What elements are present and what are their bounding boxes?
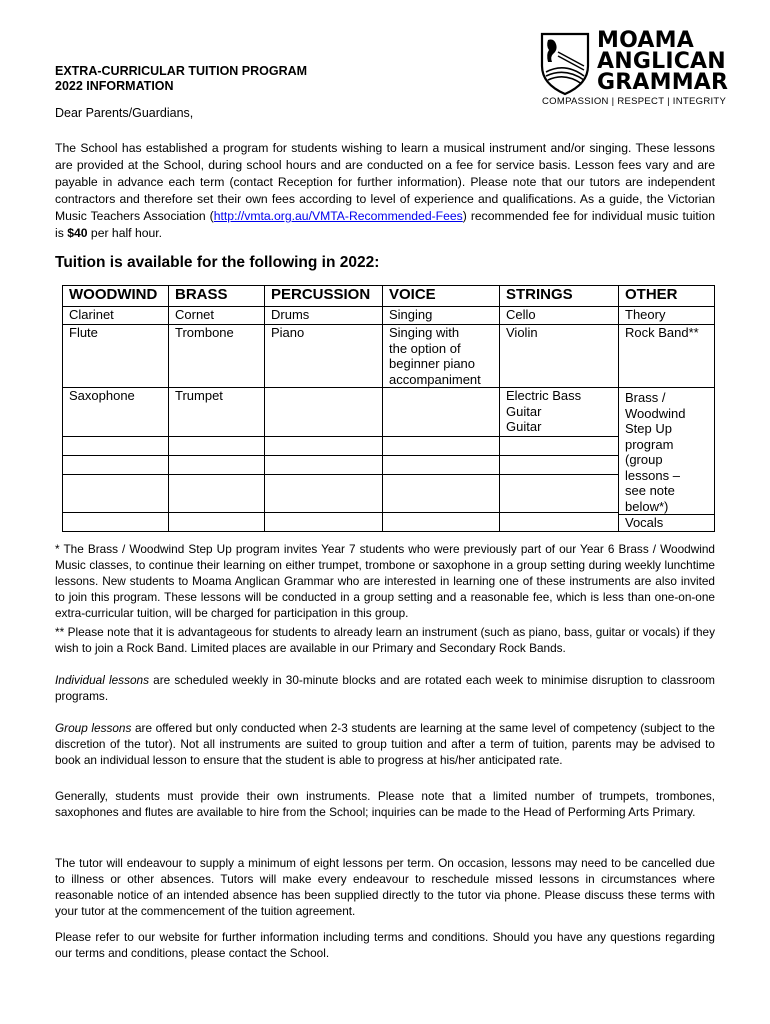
vmta-link[interactable]: http://vmta.org.au/VMTA-Recommended-Fees <box>213 209 463 223</box>
table-row <box>63 325 715 388</box>
group-text: are offered but only conducted when 2-3 students are learning at the same level of competency (subject to the discretion of the tutor). Not all instruments are suited to group tuition and after a term of tuition, parents may be advised to book an individual lesson to ensure that the student is able to progress at his/her anticipated rate. <box>55 721 715 767</box>
table-cell <box>383 512 500 531</box>
note-rock-band: ** Please note that it is advantageous for students to already learn an instrument (such as piano, bass, guitar or vocals) if they wish to join a Rock Band. Limited places are available in our Primary and Secondary Rock Bands. <box>55 625 715 655</box>
other-line: Brass / <box>625 390 666 405</box>
note-step-up: * The Brass / Woodwind Step Up program invites Year 7 students who were previously part of our Year 6 Brass / Woodwind Music classes, to continue their learning on either trumpet, trombone or saxophone in a group setting during weekly lunchtime lessons. New students to Moama Anglican Grammar who are interested in learning one of these instruments are also invited to join this program. These lessons will be conducted in a group setting and a reasonable fee, which is less than one-on-one extra-curricular tuition, will be charged for participation in this group. <box>55 542 715 620</box>
table-cell <box>383 388 500 437</box>
document-title <box>55 64 307 94</box>
intro-paragraph <box>55 140 715 242</box>
table-cell: Violin <box>500 325 619 388</box>
other-line: below*) <box>625 498 669 514</box>
table-cell <box>63 474 169 512</box>
voice-line: Singing with <box>389 325 460 340</box>
tuition-heading: Tuition is available for the following in 2022: <box>55 254 380 271</box>
intro-text-end: per half hour. <box>87 226 163 240</box>
other-line: see note <box>625 483 675 498</box>
voice-line: the option of <box>389 340 461 356</box>
table-cell <box>500 388 619 437</box>
table-cell <box>63 456 169 475</box>
header-percussion: PERCUSSION <box>265 286 383 307</box>
table-row <box>63 388 715 437</box>
note-group-lessons <box>55 720 715 768</box>
table-cell: Saxophone <box>63 388 169 437</box>
logo-wordmark <box>597 30 728 93</box>
logo-tagline: COMPASSION | RESPECT | INTEGRITY <box>542 96 727 107</box>
table-cell <box>383 456 500 475</box>
other-line: lessons – <box>625 467 680 483</box>
table-cell: Trumpet <box>169 388 265 437</box>
table-cell <box>383 325 500 388</box>
table-cell <box>169 436 265 456</box>
table-cell <box>383 474 500 512</box>
table-header-row <box>63 286 715 307</box>
school-crest-icon <box>540 32 590 96</box>
table-row-empty <box>63 512 715 531</box>
note-tutor: The tutor will endeavour to supply a minimum of eight lessons per term. On occasion, lessons may need to be cancelled due to illness or other absences. Tutors will make every endeavour to reschedule missed lessons in circumstances where reasonable notice of an intended absence has been supplied directly to the tutor via phone. Please discuss these terms with your tutor at the commencement of the tuition agreement. <box>55 856 715 918</box>
note-website: Please refer to our website for further information including terms and conditions. Should you have any questions regarding our terms and conditions, please contact the School. <box>55 930 715 960</box>
logo-line-1: MOAMA <box>597 28 694 53</box>
table-cell: Cello <box>500 307 619 325</box>
header-brass: BRASS <box>169 286 265 307</box>
note-individual-lessons <box>55 672 715 704</box>
header-strings: STRINGS <box>500 286 619 307</box>
table-cell <box>265 512 383 531</box>
table-cell <box>500 436 619 456</box>
table-cell: Flute <box>63 325 169 388</box>
other-line: Vocals <box>619 514 714 531</box>
table-cell: Singing <box>383 307 500 325</box>
title-line-2: 2022 INFORMATION <box>55 79 174 93</box>
table-cell <box>265 456 383 475</box>
other-line: Woodwind <box>625 405 686 421</box>
tuition-table <box>62 285 715 532</box>
table-cell: Piano <box>265 325 383 388</box>
table-cell <box>383 436 500 456</box>
header-woodwind: WOODWIND <box>63 286 169 307</box>
other-line: (group <box>625 452 663 467</box>
table-cell: Clarinet <box>63 307 169 325</box>
logo-line-3: GRAMMAR <box>597 70 729 95</box>
table-cell <box>63 436 169 456</box>
greeting: Dear Parents/Guardians, <box>55 106 194 120</box>
intro-text: The School has established a program for students wishing to learn a musical instrument and/or singing. These lessons are provided at the School, during school hours and are conducted on a fee for service basis. Lesson fees vary and are payable in advance each term (contact Reception for further information). Please note that our tutors are independent contractors and therefore set their own fees according to level of experience and qualifications. As a guide, the Victorian Music Teachers Association ( <box>55 141 715 223</box>
table-cell <box>63 512 169 531</box>
other-line: program <box>625 436 674 452</box>
table-cell <box>500 456 619 475</box>
table-cell <box>169 512 265 531</box>
header-voice: VOICE <box>383 286 500 307</box>
voice-line: accompaniment <box>389 371 481 387</box>
other-line: Step Up <box>625 421 672 436</box>
voice-line: beginner piano <box>389 356 476 371</box>
table-cell <box>265 388 383 437</box>
table-cell <box>169 474 265 512</box>
individual-label: Individual lessons <box>55 673 149 687</box>
table-cell <box>265 474 383 512</box>
table-cell <box>500 512 619 531</box>
title-line-1: EXTRA-CURRICULAR TUITION PROGRAM <box>55 64 308 78</box>
fee-amount: $40 <box>67 226 88 240</box>
table-cell-other-program <box>619 388 715 532</box>
table-row-empty <box>63 474 715 512</box>
table-row <box>63 307 715 325</box>
table-cell: Drums <box>265 307 383 325</box>
table-row-empty <box>63 456 715 475</box>
strings-line: Guitar <box>506 419 542 434</box>
table-cell: Rock Band** <box>619 325 715 388</box>
table-cell <box>169 456 265 475</box>
intro-text-2: ) recommended fee for individual music tuition is <box>55 209 715 240</box>
group-label: Group lessons <box>55 721 132 735</box>
table-cell <box>265 436 383 456</box>
header-other: OTHER <box>619 286 715 307</box>
individual-text: are scheduled weekly in 30-minute blocks and are rotated each week to minimise disruption to classroom programs. <box>55 673 716 703</box>
table-cell: Theory <box>619 307 715 325</box>
school-logo <box>540 28 729 108</box>
strings-line: Guitar <box>506 403 542 419</box>
note-instruments: Generally, students must provide their own instruments. Please note that a limited number of trumpets, trombones, saxophones and flutes are available to hire from the School; inquiries can be made to the Head of Performing Arts Primary. <box>55 789 715 819</box>
table-cell <box>500 474 619 512</box>
strings-line: Electric Bass <box>506 388 582 403</box>
table-row-empty <box>63 436 715 456</box>
table-cell: Trombone <box>169 325 265 388</box>
table-cell: Cornet <box>169 307 265 325</box>
logo-line-2: ANGLICAN <box>597 49 726 74</box>
